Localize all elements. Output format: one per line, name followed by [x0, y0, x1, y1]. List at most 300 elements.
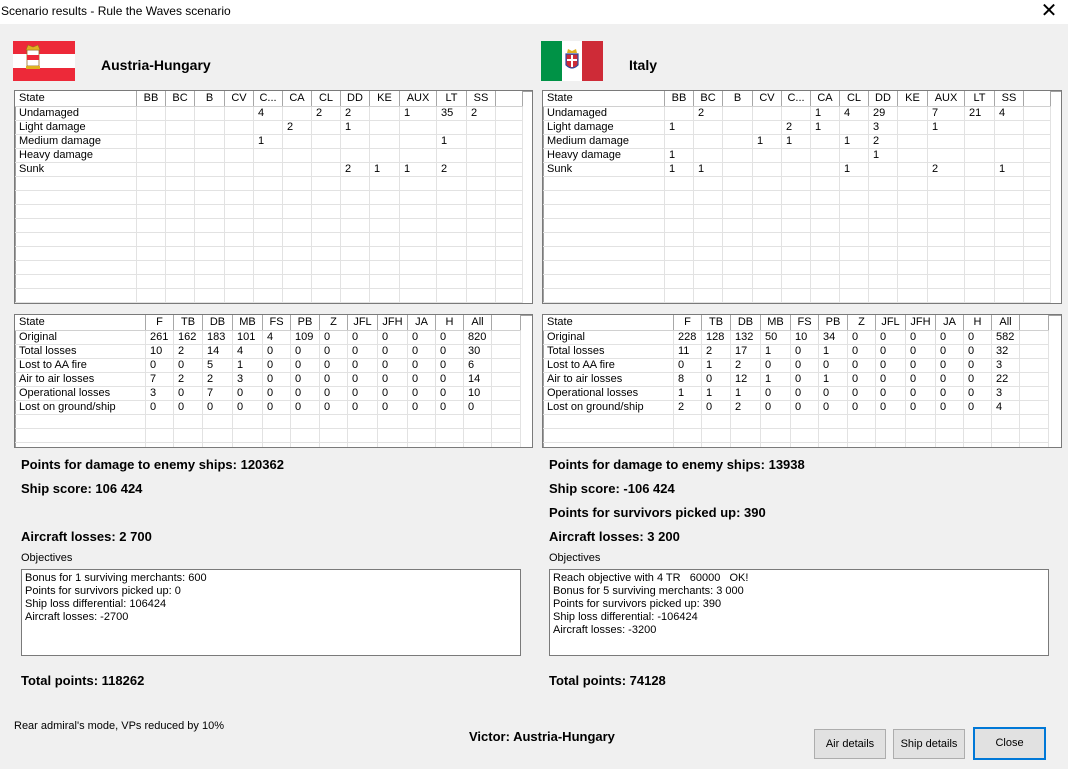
cell-value — [254, 205, 283, 219]
empty-row — [15, 289, 523, 303]
cell-value — [312, 219, 341, 233]
cell-value — [753, 121, 782, 135]
cell-value — [906, 415, 936, 429]
cell-value: 0 — [263, 401, 291, 415]
empty-row — [15, 233, 523, 247]
cell-value — [496, 205, 523, 219]
cell-value — [283, 261, 312, 275]
cell-value: 1 — [928, 121, 965, 135]
cell-value — [467, 219, 496, 233]
cell-value: 14 — [464, 373, 492, 387]
column-header[interactable]: All — [464, 315, 492, 330]
cell-value — [1024, 261, 1051, 275]
cell-value — [928, 289, 965, 303]
cell-value — [731, 415, 761, 429]
column-header[interactable]: F — [146, 315, 174, 330]
cell-value — [400, 275, 437, 289]
column-header[interactable]: C... — [782, 91, 811, 106]
difficulty-note: Rear admiral's mode, VPs reduced by 10% — [14, 720, 224, 732]
cell-value: 0 — [761, 387, 791, 401]
table-row — [543, 373, 1049, 387]
cell-value — [166, 303, 195, 304]
column-header[interactable]: H — [964, 315, 992, 330]
cell-value: 162 — [174, 331, 203, 345]
cell-value — [467, 121, 496, 135]
row-label — [15, 415, 146, 429]
column-header-filler[interactable] — [1020, 315, 1049, 330]
cell-value — [492, 401, 521, 415]
cell-value: 1 — [840, 163, 869, 177]
row-label: Original — [543, 331, 674, 345]
cell-value: 0 — [348, 387, 378, 401]
cell-value — [195, 261, 225, 275]
column-header-filler[interactable] — [1024, 91, 1051, 106]
cell-value: 1 — [702, 359, 731, 373]
cell-value: 128 — [702, 331, 731, 345]
cell-value — [995, 191, 1024, 205]
empty-row — [15, 247, 523, 261]
cell-value — [1024, 275, 1051, 289]
cell-value: 0 — [876, 387, 906, 401]
cell-value: 1 — [811, 107, 840, 121]
column-header[interactable]: DD — [341, 91, 370, 106]
row-label — [15, 205, 137, 219]
column-header[interactable]: JA — [936, 315, 964, 330]
left-total-points: Total points: 118262 — [21, 673, 145, 688]
row-label — [543, 275, 665, 289]
cell-value — [195, 233, 225, 247]
cell-value — [995, 261, 1024, 275]
column-header[interactable]: CA — [283, 91, 312, 106]
cell-value — [341, 177, 370, 191]
cell-value: 4 — [840, 107, 869, 121]
column-header[interactable]: State — [15, 315, 146, 330]
column-header[interactable]: LT — [437, 91, 467, 106]
cell-value — [146, 443, 174, 448]
cell-value — [195, 135, 225, 149]
cell-value — [225, 205, 254, 219]
cell-value: 0 — [876, 345, 906, 359]
row-label — [15, 177, 137, 191]
column-header[interactable]: BB — [665, 91, 694, 106]
cell-value — [437, 149, 467, 163]
table-row — [543, 331, 1049, 345]
right-aircraft-table[interactable] — [542, 314, 1062, 448]
cell-value — [995, 135, 1024, 149]
cell-value — [753, 107, 782, 121]
cell-value — [467, 233, 496, 247]
column-header[interactable]: JFH — [378, 315, 408, 330]
left-aircraft-table[interactable] — [14, 314, 533, 448]
cell-value — [965, 135, 995, 149]
cell-value — [341, 289, 370, 303]
left-ships-table[interactable] — [14, 90, 533, 304]
cell-value — [370, 303, 400, 304]
empty-row — [15, 429, 521, 443]
cell-value: 0 — [320, 331, 348, 345]
row-label — [15, 247, 137, 261]
column-header[interactable]: H — [436, 315, 464, 330]
cell-value: 0 — [408, 331, 436, 345]
column-header[interactable]: Z — [848, 315, 876, 330]
table-row — [543, 107, 1051, 121]
cell-value — [437, 303, 467, 304]
cell-value — [291, 443, 320, 448]
column-header[interactable]: JFH — [906, 315, 936, 330]
cell-value — [811, 261, 840, 275]
table-header — [543, 91, 1051, 107]
cell-value — [694, 261, 723, 275]
cell-value — [166, 191, 195, 205]
cell-value: 30 — [464, 345, 492, 359]
cell-value — [723, 247, 753, 261]
cell-value — [225, 275, 254, 289]
cell-value — [665, 233, 694, 247]
empty-row — [543, 275, 1051, 289]
cell-value — [995, 219, 1024, 233]
cell-value — [869, 303, 898, 304]
cell-value: 0 — [964, 331, 992, 345]
cell-value — [467, 149, 496, 163]
cell-value — [840, 121, 869, 135]
cell-value: 0 — [378, 387, 408, 401]
row-label: Original — [15, 331, 146, 345]
column-header[interactable]: CL — [840, 91, 869, 106]
cell-value — [936, 415, 964, 429]
cell-value: 1 — [400, 163, 437, 177]
cell-value — [492, 331, 521, 345]
cell-value — [254, 261, 283, 275]
cell-value — [254, 219, 283, 233]
cell-value — [965, 289, 995, 303]
table-row — [15, 373, 521, 387]
column-header[interactable]: LT — [965, 91, 995, 106]
row-label: Air to air losses — [543, 373, 674, 387]
cell-value: 8 — [674, 373, 702, 387]
cell-value — [496, 191, 523, 205]
cell-value — [753, 219, 782, 233]
cell-value — [876, 415, 906, 429]
column-header[interactable]: DD — [869, 91, 898, 106]
cell-value — [995, 303, 1024, 304]
cell-value — [928, 135, 965, 149]
cell-value — [791, 415, 819, 429]
cell-value: 0 — [436, 387, 464, 401]
cell-value: 0 — [964, 373, 992, 387]
column-header[interactable]: KE — [898, 91, 928, 106]
cell-value: 228 — [674, 331, 702, 345]
cell-value: 0 — [233, 387, 263, 401]
cell-value — [348, 443, 378, 448]
cell-value — [992, 415, 1020, 429]
cell-value — [665, 261, 694, 275]
column-header[interactable]: MB — [761, 315, 791, 330]
cell-value — [928, 177, 965, 191]
table-row — [543, 387, 1049, 401]
cell-value — [195, 149, 225, 163]
cell-value — [341, 247, 370, 261]
cell-value — [492, 359, 521, 373]
column-header[interactable]: All — [992, 315, 1020, 330]
cell-value — [400, 219, 437, 233]
cell-value — [137, 247, 166, 261]
row-label — [543, 289, 665, 303]
cell-value: 10 — [146, 345, 174, 359]
cell-value: 35 — [437, 107, 467, 121]
column-header[interactable]: C... — [254, 91, 283, 106]
cell-value — [341, 219, 370, 233]
table-row — [15, 163, 523, 177]
cell-value — [898, 191, 928, 205]
cell-value — [467, 177, 496, 191]
cell-value — [312, 205, 341, 219]
cell-value — [694, 247, 723, 261]
cell-value: 0 — [906, 387, 936, 401]
cell-value — [1020, 345, 1049, 359]
cell-value — [906, 429, 936, 443]
cell-value — [1024, 121, 1051, 135]
cell-value: 0 — [436, 331, 464, 345]
cell-value — [995, 205, 1024, 219]
cell-value — [995, 177, 1024, 191]
cell-value — [753, 275, 782, 289]
empty-row — [15, 177, 523, 191]
column-header[interactable]: BC — [166, 91, 195, 106]
column-header[interactable]: DB — [731, 315, 761, 330]
cell-value: 7 — [146, 373, 174, 387]
cell-value: 0 — [146, 401, 174, 415]
cell-value — [283, 289, 312, 303]
cell-value: 0 — [378, 401, 408, 415]
left-objectives-box[interactable] — [21, 569, 521, 656]
column-header[interactable]: DB — [203, 315, 233, 330]
column-header[interactable]: SS — [995, 91, 1024, 106]
column-header[interactable]: CA — [811, 91, 840, 106]
row-label: Undamaged — [543, 107, 665, 121]
column-header[interactable]: FS — [791, 315, 819, 330]
cell-value: 0 — [791, 359, 819, 373]
cell-value — [166, 261, 195, 275]
column-header[interactable]: Z — [320, 315, 348, 330]
cell-value — [898, 205, 928, 219]
cell-value — [283, 303, 312, 304]
column-header[interactable]: BC — [694, 91, 723, 106]
column-header[interactable]: MB — [233, 315, 263, 330]
column-header[interactable]: CV — [753, 91, 782, 106]
column-header[interactable]: PB — [819, 315, 848, 330]
cell-value — [312, 303, 341, 304]
cell-value — [694, 177, 723, 191]
cell-value: 7 — [203, 387, 233, 401]
cell-value — [312, 261, 341, 275]
cell-value — [723, 121, 753, 135]
column-header[interactable]: CL — [312, 91, 341, 106]
cell-value: 0 — [906, 401, 936, 415]
objective-line: Reach objective with 4 TR 60000 OK! — [553, 572, 749, 584]
column-header[interactable]: TB — [174, 315, 203, 330]
row-label — [15, 233, 137, 247]
cell-value — [761, 443, 791, 448]
cell-value — [166, 275, 195, 289]
empty-row — [15, 191, 523, 205]
left-country-name: Austria-Hungary — [101, 57, 211, 73]
table-row — [15, 331, 521, 345]
cell-value — [195, 107, 225, 121]
cell-value — [1024, 177, 1051, 191]
cell-value — [225, 233, 254, 247]
cell-value — [928, 149, 965, 163]
cell-value — [341, 303, 370, 304]
cell-value: 29 — [869, 107, 898, 121]
row-label: Lost on ground/ship — [15, 401, 146, 415]
cell-value: 0 — [964, 359, 992, 373]
cell-value — [753, 205, 782, 219]
cell-value: 2 — [437, 163, 467, 177]
cell-value — [723, 205, 753, 219]
right-objectives-box[interactable] — [549, 569, 1049, 656]
column-header[interactable]: BB — [137, 91, 166, 106]
cell-value — [898, 107, 928, 121]
column-header[interactable]: AUX — [400, 91, 437, 106]
column-header-filler[interactable] — [492, 315, 521, 330]
cell-value — [195, 289, 225, 303]
column-header[interactable]: State — [543, 91, 665, 106]
cell-value — [370, 149, 400, 163]
left-ship-score: Ship score: 106 424 — [21, 481, 143, 496]
column-header[interactable]: B — [195, 91, 225, 106]
row-label — [543, 177, 665, 191]
cell-value: 17 — [731, 345, 761, 359]
cell-value: 0 — [320, 373, 348, 387]
cell-value — [840, 205, 869, 219]
right-ships-table[interactable] — [542, 90, 1062, 304]
cell-value — [496, 303, 523, 304]
cell-value — [370, 233, 400, 247]
empty-row — [543, 415, 1049, 429]
cell-value — [782, 233, 811, 247]
row-label — [15, 275, 137, 289]
ship-details-button[interactable]: Ship details — [893, 729, 965, 759]
cell-value — [137, 191, 166, 205]
table-row — [15, 345, 521, 359]
cell-value — [965, 233, 995, 247]
air-details-button[interactable]: Air details — [814, 729, 886, 759]
column-header[interactable]: FS — [263, 315, 291, 330]
cell-value — [437, 205, 467, 219]
cell-value — [283, 191, 312, 205]
cell-value — [312, 149, 341, 163]
left-damage-points: Points for damage to enemy ships: 120362 — [21, 457, 284, 472]
row-label: Medium damage — [15, 135, 137, 149]
column-header[interactable]: KE — [370, 91, 400, 106]
cell-value: 0 — [408, 345, 436, 359]
cell-value: 1 — [674, 387, 702, 401]
cell-value: 2 — [928, 163, 965, 177]
column-header[interactable]: JFL — [348, 315, 378, 330]
cell-value: 1 — [995, 163, 1024, 177]
cell-value — [370, 219, 400, 233]
cell-value — [840, 219, 869, 233]
cell-value — [840, 247, 869, 261]
column-header[interactable]: B — [723, 91, 753, 106]
cell-value — [254, 177, 283, 191]
column-header[interactable]: F — [674, 315, 702, 330]
cell-value — [437, 177, 467, 191]
cell-value — [283, 149, 312, 163]
column-header[interactable]: State — [15, 91, 137, 106]
cell-value — [174, 429, 203, 443]
cell-value — [467, 261, 496, 275]
cell-value — [370, 177, 400, 191]
cell-value: 22 — [992, 373, 1020, 387]
cell-value: 0 — [848, 359, 876, 373]
cell-value: 2 — [731, 401, 761, 415]
cell-value — [437, 247, 467, 261]
cell-value — [848, 443, 876, 448]
cell-value — [1020, 373, 1049, 387]
cell-value — [496, 261, 523, 275]
column-header[interactable]: SS — [467, 91, 496, 106]
table-row — [543, 345, 1049, 359]
column-header[interactable]: TB — [702, 315, 731, 330]
cell-value — [400, 233, 437, 247]
cell-value — [496, 163, 523, 177]
cell-value — [400, 135, 437, 149]
cell-value: 3 — [992, 387, 1020, 401]
cell-value — [665, 275, 694, 289]
cell-value: 0 — [408, 387, 436, 401]
cell-value: 1 — [370, 163, 400, 177]
cell-value — [965, 275, 995, 289]
row-label: Lost to AA fire — [543, 359, 674, 373]
cell-value — [1024, 219, 1051, 233]
cell-value — [312, 177, 341, 191]
cell-value — [1020, 387, 1049, 401]
cell-value — [137, 177, 166, 191]
cell-value — [225, 177, 254, 191]
column-header[interactable]: AUX — [928, 91, 965, 106]
cell-value — [811, 205, 840, 219]
cell-value — [467, 135, 496, 149]
column-header[interactable]: State — [543, 315, 674, 330]
column-header[interactable]: JA — [408, 315, 436, 330]
close-button[interactable]: Close — [973, 727, 1046, 760]
row-label: Light damage — [15, 121, 137, 135]
cell-value — [965, 191, 995, 205]
cell-value: 0 — [906, 331, 936, 345]
cell-value — [694, 135, 723, 149]
column-header[interactable]: PB — [291, 315, 320, 330]
close-icon[interactable]: ✕ — [1040, 0, 1058, 22]
cell-value — [195, 219, 225, 233]
table-row — [543, 359, 1049, 373]
cell-value: 2 — [341, 163, 370, 177]
column-header-filler[interactable] — [496, 91, 523, 106]
cell-value — [137, 261, 166, 275]
cell-value — [137, 219, 166, 233]
row-label: Total losses — [15, 345, 146, 359]
cell-value: 0 — [174, 401, 203, 415]
cell-value — [1020, 359, 1049, 373]
cell-value — [965, 219, 995, 233]
cell-value — [492, 415, 521, 429]
cell-value: 0 — [174, 359, 203, 373]
cell-value — [254, 289, 283, 303]
cell-value — [233, 443, 263, 448]
column-header[interactable]: JFL — [876, 315, 906, 330]
column-header[interactable]: CV — [225, 91, 254, 106]
cell-value — [965, 177, 995, 191]
